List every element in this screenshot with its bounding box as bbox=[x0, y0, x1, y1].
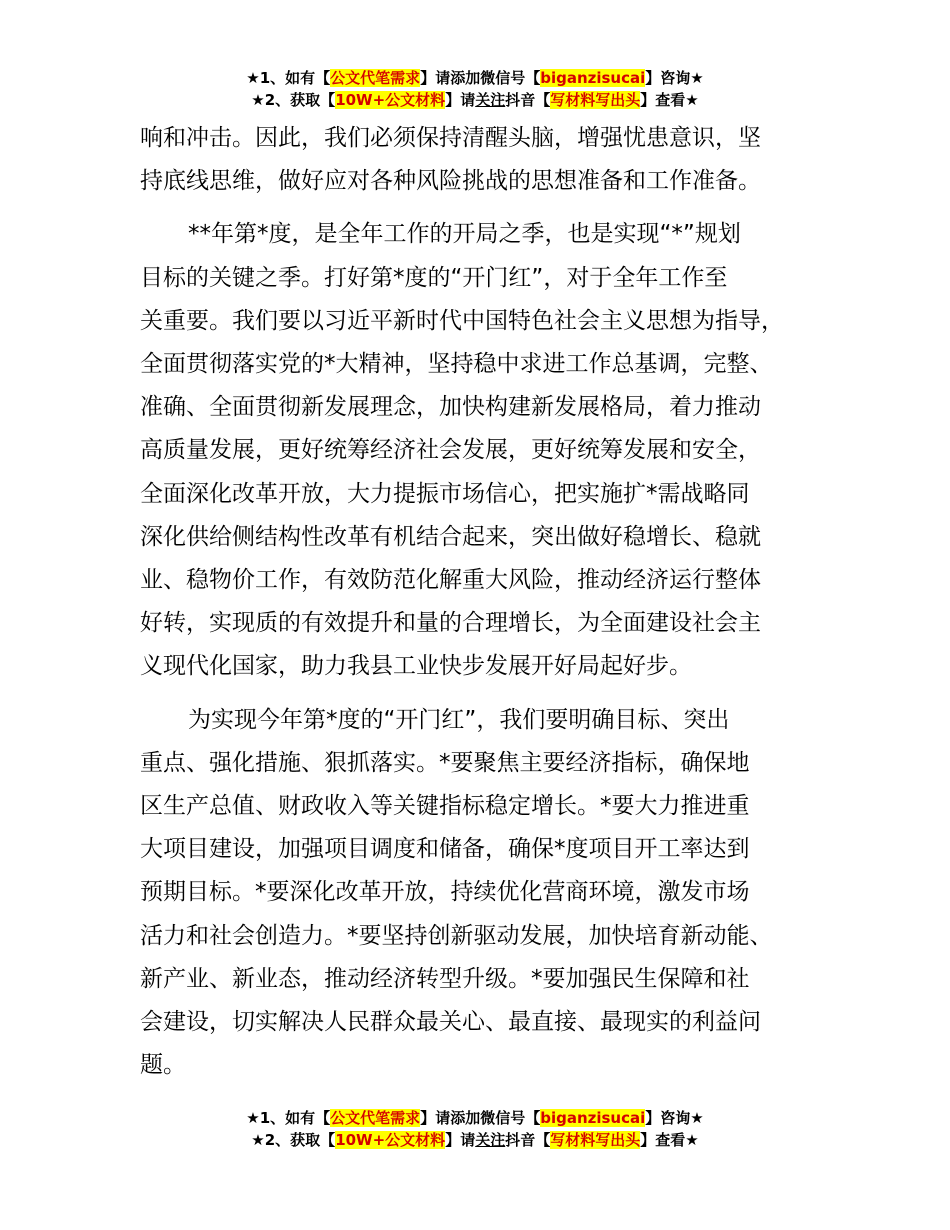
text-line: 业、稳物价工作，有效防范化解重大风险，推动经济运行整体 bbox=[140, 567, 761, 594]
banner-text: 】查看★ bbox=[640, 1131, 699, 1149]
text-line: 重点、强化措施、狠抓落实。*要聚焦主要经济指标，确保地 bbox=[140, 749, 750, 776]
banner-highlight: 公文代笔需求 bbox=[330, 69, 421, 87]
text-line: 区生产总值、财政收入等关键指标稳定增长。*要大力推进重 bbox=[140, 793, 750, 820]
text-line: 题。 bbox=[140, 1052, 186, 1079]
document-body bbox=[140, 117, 830, 1087]
footer-banner bbox=[0, 1107, 950, 1151]
text-line: 义现代化国家，助力我县工业快步发展开好局起好步。 bbox=[140, 653, 692, 680]
paragraph-3 bbox=[140, 699, 830, 1088]
text-line: 深化供给侧结构性改革有机结合起来，突出做好稳增长、稳就 bbox=[140, 523, 761, 550]
paragraph-2 bbox=[140, 213, 830, 688]
text-line: 持底线思维，做好应对各种风险挑战的思想准备和工作准备。 bbox=[140, 168, 761, 195]
text-line: 高质量发展，更好统筹经济社会发展，更好统筹发展和安全， bbox=[140, 437, 761, 464]
text-line: 目标的关键之季。打好第*度的“开门红”，对于全年工作至 bbox=[140, 264, 728, 291]
banner-line-2 bbox=[0, 1129, 950, 1151]
banner-text: 抖音【 bbox=[505, 91, 551, 109]
paragraph-1 bbox=[140, 117, 830, 203]
banner-text: 】咨询★ bbox=[645, 69, 704, 87]
banner-highlight: biganzisucai bbox=[540, 69, 646, 87]
banner-underlined: 关注 bbox=[475, 1131, 506, 1149]
text-line: 全面贯彻落实党的*大精神，坚持稳中求进工作总基调，完整、 bbox=[140, 351, 773, 378]
banner-text: 】请添加微信号【 bbox=[420, 69, 541, 87]
banner-text: ★2、获取【 bbox=[251, 1131, 336, 1149]
text-line: 关重要。我们要以习近平新时代中国特色社会主义思想为指导， bbox=[140, 307, 784, 334]
text-line: 响和冲击。因此，我们必须保持清醒头脑，增强忧患意识，坚 bbox=[140, 125, 761, 151]
banner-text: 】请 bbox=[445, 1131, 476, 1149]
text-line: 为实现今年第*度的“开门红”，我们要明确目标、突出 bbox=[188, 706, 730, 733]
banner-text: 】查看★ bbox=[640, 91, 699, 109]
text-line: 准确、全面贯彻新发展理念，加快构建新发展格局，着力推动 bbox=[140, 394, 761, 421]
banner-text: 】咨询★ bbox=[645, 1109, 704, 1127]
banner-highlight: 10W+公文材料 bbox=[335, 91, 446, 109]
banner-text: 】请 bbox=[445, 91, 476, 109]
text-line: 会建设，切实解决人民群众最关心、最直接、最现实的利益问 bbox=[140, 1009, 761, 1036]
banner-underlined: 关注 bbox=[475, 91, 506, 109]
text-line: **年第*度，是全年工作的开局之季，也是实现“*”规划 bbox=[188, 221, 741, 248]
banner-highlight: 写材料写出头 bbox=[550, 1131, 641, 1149]
banner-highlight: 10W+公文材料 bbox=[335, 1131, 446, 1149]
banner-text: ★1、如有【 bbox=[246, 1109, 331, 1127]
text-line: 活力和社会创造力。*要坚持创新驱动发展，加快培育新动能、 bbox=[140, 922, 773, 949]
text-line: 新产业、新业态，推动经济转型升级。*要加强民生保障和社 bbox=[140, 965, 750, 992]
text-line: 预期目标。*要深化改革开放，持续优化营商环境，激发市场 bbox=[140, 879, 750, 906]
banner-highlight: 写材料写出头 bbox=[550, 91, 641, 109]
banner-highlight: 公文代笔需求 bbox=[330, 1109, 421, 1127]
banner-highlight: biganzisucai bbox=[540, 1109, 646, 1127]
banner-text: 抖音【 bbox=[505, 1131, 551, 1149]
text-line: 全面深化改革开放，大力提振市场信心，把实施扩*需战略同 bbox=[140, 480, 750, 507]
header-banner bbox=[0, 67, 950, 111]
banner-line-1 bbox=[0, 1107, 950, 1129]
banner-text: 】请添加微信号【 bbox=[420, 1109, 541, 1127]
banner-text: ★1、如有【 bbox=[246, 69, 331, 87]
banner-line-1 bbox=[0, 67, 950, 89]
text-line: 好转，实现质的有效提升和量的合理增长，为全面建设社会主 bbox=[140, 610, 761, 637]
text-line: 大项目建设，加强项目调度和储备，确保*度项目开工率达到 bbox=[140, 836, 750, 863]
banner-text: ★2、获取【 bbox=[251, 91, 336, 109]
banner-line-2 bbox=[0, 89, 950, 111]
